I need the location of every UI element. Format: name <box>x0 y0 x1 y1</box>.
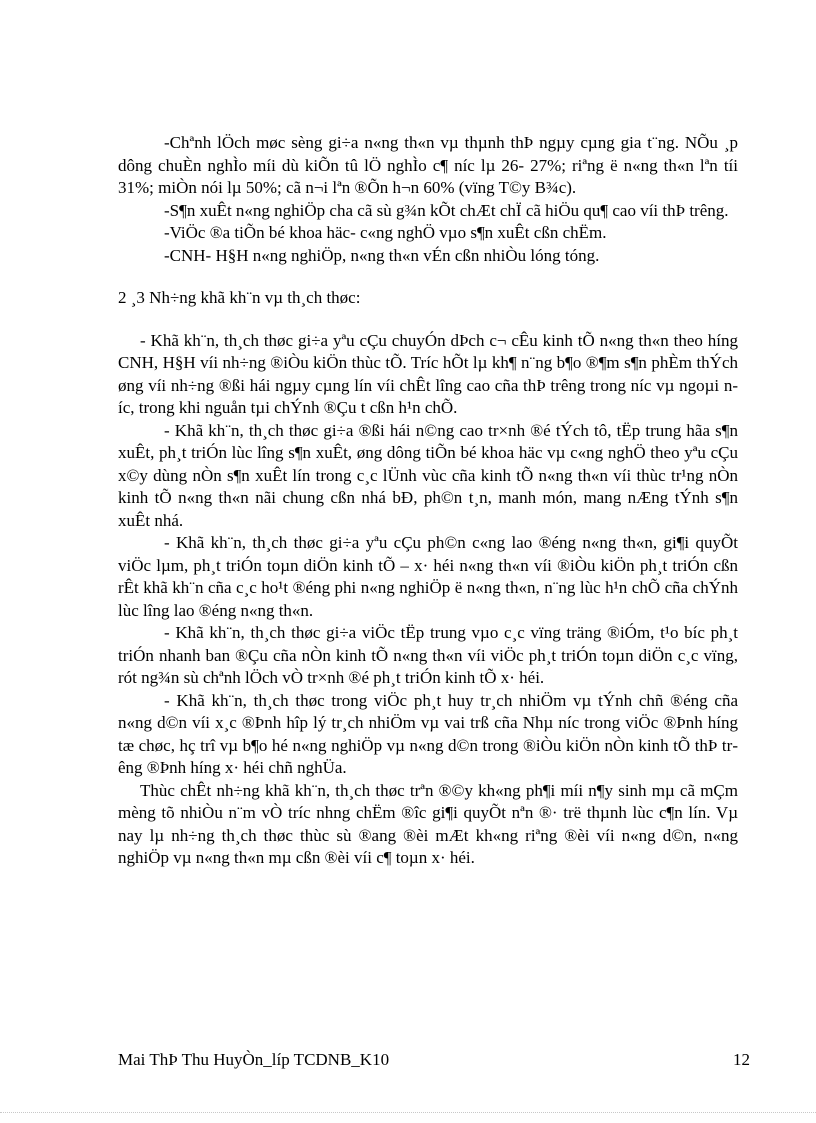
paragraph-challenge-2: - Khã kh¨n, th¸ch thøc gi÷a ®ßi hái n©ng cao tr×nh ®é tÝch tô, tËp trung hãa s¶n xuÊt, ph¸t triÓn lùc lîng s¶n xuÊt, øng dông tiÕn bé khoa häc vµ c«ng nghÖ theo yªu cÇu x©y dùng nÒn s¶n xuÊt lín trong c¸c lÜnh vùc cña kinh tÕ n«ng th«n víi thùc tr¹ng nÒn kinh tÕ n«ng th«n nãi chung cßn nhá bÐ, ph©n t¸n, manh món, mang nÆng tÝnh s¶n xuÊt nhá. <box>118 420 738 530</box>
document-body <box>118 132 738 870</box>
paragraph-technology: -ViÖc ®a tiÕn bé khoa häc- c«ng nghÖ vµo s¶n xuÊt cßn chËm. <box>164 223 607 242</box>
paragraph-industrialization: -CNH- H§H n«ng nghiÖp, n«ng th«n vÉn cßn nhiÒu lóng tóng. <box>164 245 600 265</box>
footer-author: Mai ThÞ Thu HuyÒn_líp TCDNB_K10 <box>118 1050 390 1069</box>
paragraph-challenge-4: - Khã kh¨n, th¸ch thøc gi÷a viÖc tËp trung vµo c¸c vïng träng ®iÓm, t¹o bíc ph¸t triÓn nhanh ban ®Çu cña nÒn kinh tÕ n«ng th«n víi viÖc ph¸t triÓn toµn diÖn c¸c vïng, rót ng¾n sù chªnh lÖch vÒ tr×nh ®é ph¸t triÓn kinh tÕ x· héi. <box>118 623 738 687</box>
paragraph-challenge-1: - Khã kh¨n, th¸ch thøc gi÷a yªu cÇu chuyÓn dÞch c¬ cÊu kinh tÕ n«ng th«n theo híng CNH, H§H víi nh÷ng ®iÒu kiÖn thùc tÕ. Tríc hÕt lµ kh¶ n¨ng b¶o ®¶m s¶n phÈm thÝch øng víi nh÷ng ®ßi hái ngµy cµng lín víi chÊt lîng cao cña thÞ trêng trong níc vµ ngoµi níc, trong khi nguån tµi chÝnh ®Çu t cßn h¹n chÕ. <box>118 330 738 417</box>
paragraph-conclusion: Thùc chÊt nh÷ng khã kh¨n, th¸ch thøc trªn ®©y kh«ng ph¶i míi n¶y sinh mµ cã mÇm mèng tõ nhiÒu n¨m vÒ tríc nhng chËm ®îc gi¶i quyÕt nªn ®· trë thµnh lùc c¶n lín. Vµ nay lµ nh÷ng th¸ch thøc thùc sù ®ang ®èi mÆt kh«ng riªng ®èi víi n«ng d©n, n«ng nghiÖp vµ n«ng th«n mµ cßn ®èi víi c¶ toµn x· héi. <box>118 780 738 867</box>
page-number: 12 <box>733 1050 750 1069</box>
paragraph-market-link: -S¶n xuÊt n«ng nghiÖp cha cã sù g¾n kÕt chÆt chÏ cã hiÖu qu¶ cao víi thÞ trêng. <box>164 200 729 220</box>
page-footer <box>118 1050 750 1070</box>
paragraph-challenge-3: - Khã kh¨n, th¸ch thøc gi÷a yªu cÇu ph©n c«ng lao ®éng n«ng th«n, gi¶i quyÕt viÖc lµm, ph¸t triÓn toµn diÖn kinh tÕ – x· héi n«ng th«n víi ®iÒu kiÖn ph¸t triÓn cßn rÊt khã kh¨n cña c¸c ho¹t ®éng phi n«ng nghiÖp ë n«ng th«n, n¨ng lùc h¹n chÕ cña chÝnh lùc lîng lao ®éng n«ng th«n. <box>118 533 738 620</box>
page-bottom-divider <box>0 1112 816 1113</box>
paragraph-income-gap: -Chªnh lÖch møc sèng gi÷a n«ng th«n vµ thµnh thÞ ngµy cµng gia t¨ng. NÕu ¸p dông chuÈn nghÌo míi dù kiÕn tû lÖ nghÌo c¶ níc lµ 26- 27%; riªng ë n«ng th«n lªn tíi 31%; miÒn nói lµ 50%; cã n¬i lªn ®Õn h¬n 60% (vïng T©y B¾c). <box>118 133 738 197</box>
section-heading: 2 ¸3 Nh÷ng khã kh¨n vµ th¸ch thøc: <box>118 288 361 307</box>
paragraph-challenge-5: - Khã kh¨n, th¸ch thøc trong viÖc ph¸t huy tr¸ch nhiÖm vµ tÝnh chñ ®éng cña n«ng d©n víi x¸c ®Þnh hîp lý tr¸ch nhiÖm vµ vai trß cña Nhµ níc trong viÖc ®Þnh híng tæ chøc, hç trî vµ b¶o hé n«ng nghiÖp vµ n«ng d©n trong ®iÒu kiÖn nÒn kinh tÕ thÞ trêng ®Þnh híng x· héi chñ nghÜa. <box>118 690 738 777</box>
